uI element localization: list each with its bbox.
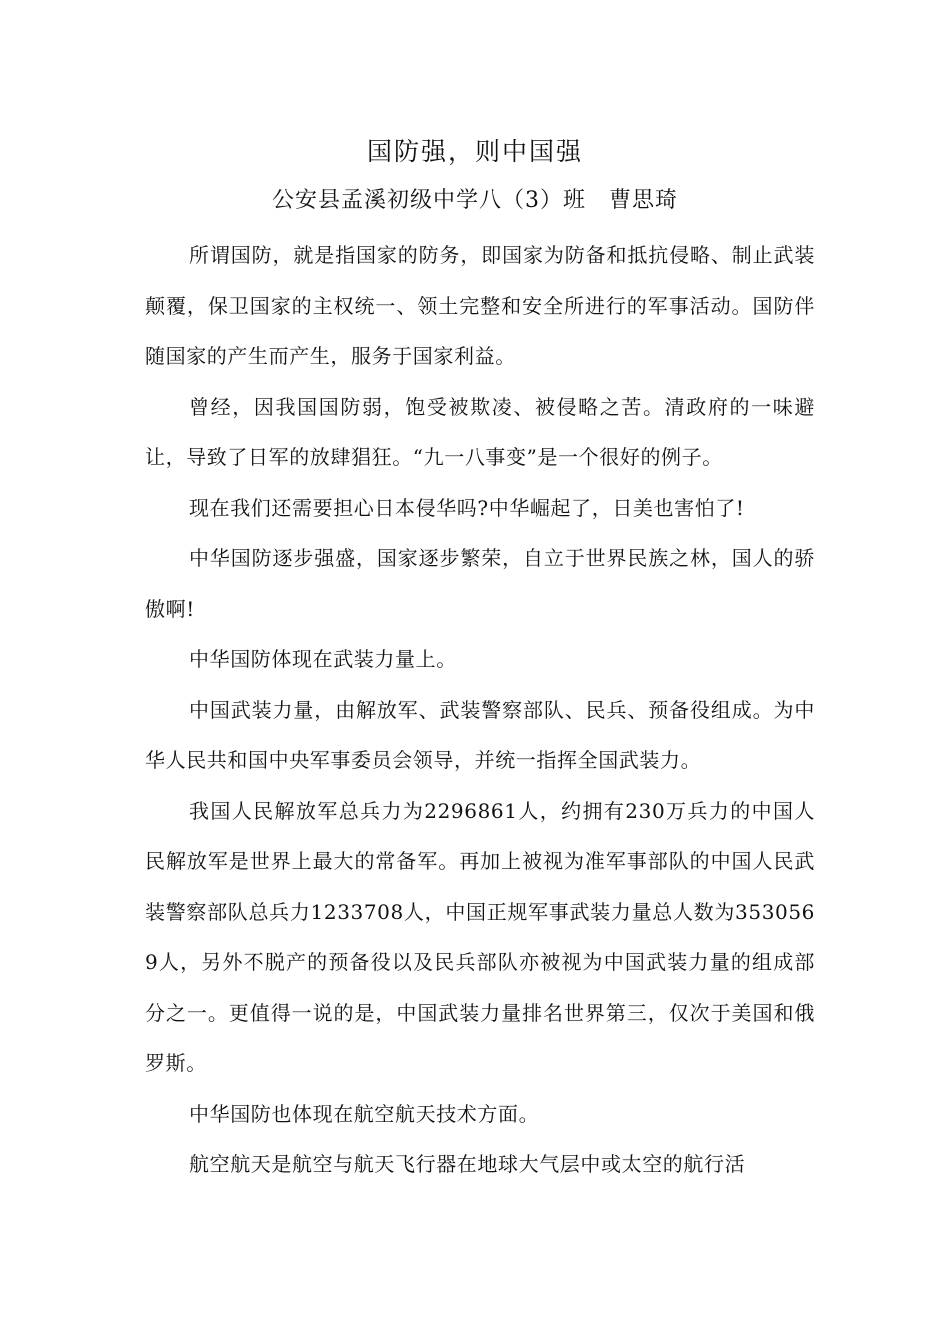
paragraph: 曾经，因我国国防弱，饱受被欺凌、被侵略之苦。清政府的一味避让，导致了日军的放肆猖狂。“九一八事变”是一个很好的例子。 bbox=[145, 394, 815, 469]
paragraph: 中国武装力量，由解放军、武装警察部队、民兵、预备役组成。为中华人民共和国中央军事委员会领导，并统一指挥全国武装力。 bbox=[145, 697, 815, 772]
document-body bbox=[145, 230, 815, 1190]
paragraph: 中华国防也体现在航空航天技术方面。 bbox=[189, 1101, 540, 1126]
paragraph: 航空航天是航空与航天飞行器在地球大气层中或太空的航行活 bbox=[189, 1152, 746, 1176]
document-title: 国防强，则中国强 bbox=[366, 137, 583, 166]
paragraph: 中华国防体现在武装力量上。 bbox=[189, 647, 457, 671]
paragraph: 现在我们还需要担心日本侵华吗?中华崛起了，日美也害怕了! bbox=[189, 495, 745, 520]
author-line: 公安县孟溪初级中学八（3）班 曹思琦 bbox=[272, 188, 678, 213]
paragraph: 我国人民解放军总兵力为2296861人，约拥有230万兵力的中国人民解放军是世界上最大的常备军。再加上被视为准军事部队的中国人民武装警察部队总兵力1233708人，中国正规军事武装力量总人数为3530569人，另外不脱产的预备役以及民兵部队亦被视为中国武装力量的组成部分之一。更值得一说的是，中国武装力量排名世界第三，仅次于美国和俄罗斯。 bbox=[145, 798, 815, 1075]
paragraph: 所谓国防，就是指国家的防务，即国家为防备和抵抗侵略、制止武装颠覆，保卫国家的主权统一、领土完整和安全所进行的军事活动。国防伴随国家的产生而产生，服务于国家利益。 bbox=[145, 243, 815, 368]
paragraph: 中华国防逐步强盛，国家逐步繁荣，自立于世界民族之林，国人的骄傲啊! bbox=[145, 546, 815, 621]
